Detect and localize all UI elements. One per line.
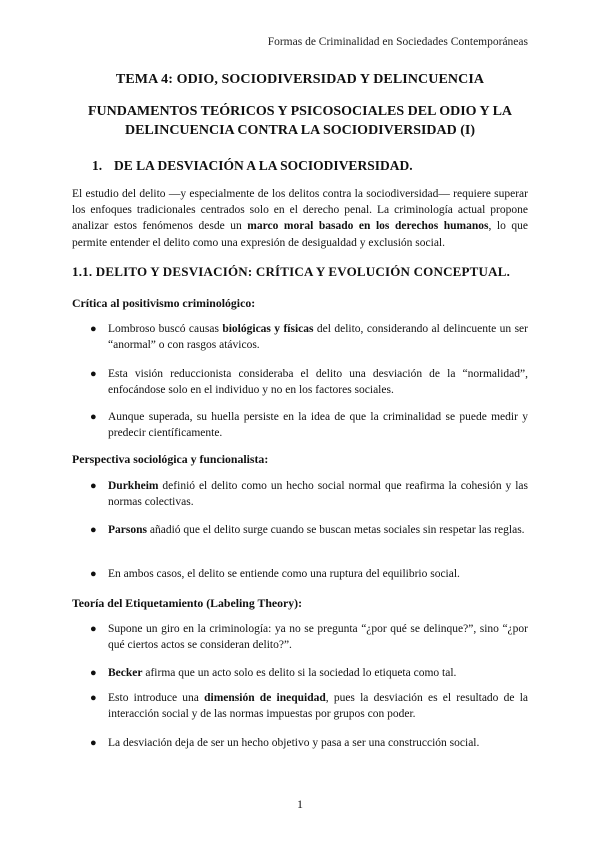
text-emphasis: Becker bbox=[108, 667, 143, 679]
bullet-icon: ● bbox=[90, 737, 97, 749]
text-run: Esto introduce una bbox=[108, 692, 205, 704]
text-run: , pues la desviación es el resultado de la interacción social y de las normas impuestas por grupos con poder. bbox=[108, 692, 528, 721]
list-item-text bbox=[108, 690, 528, 722]
subtitle-line-1: FUNDAMENTOS TEÓRICOS Y PSICOSOCIALES DEL ODIO Y LA bbox=[87, 104, 513, 119]
subheading-functionalism: Perspectiva sociológica y funcionalista: bbox=[72, 452, 269, 466]
bullet-icon: ● bbox=[90, 323, 97, 335]
bullet-icon: ● bbox=[90, 480, 97, 492]
document-subtitle bbox=[0, 102, 600, 140]
topic-title: TEMA 4: ODIO, SOCIODIVERSIDAD Y DELINCUENCIA bbox=[115, 72, 485, 87]
text-run: definió el delito como un hecho social normal que reafirma la cohesión y las normas colectivas. bbox=[108, 480, 528, 509]
intro-text-1: El estudio del delito —y especialmente de los delitos contra la sociodiversidad— requiere superar los enfoques tradicionales centrados solo en el derecho penal. La criminología actual propone analizar estos fenómenos desde un bbox=[72, 188, 528, 233]
subheading-labeling-theory: Teoría del Etiquetamiento (Labeling Theory): bbox=[72, 596, 303, 610]
list-item-text bbox=[108, 522, 528, 538]
bullet-icon: ● bbox=[90, 692, 97, 704]
list-item-text: Supone un giro en la criminología: ya no se pregunta “¿por qué se delinque?”, sino “¿por qué ciertos actos se consideran delito?”. bbox=[108, 623, 528, 652]
list-item-text bbox=[108, 321, 528, 353]
section-1-heading bbox=[92, 158, 413, 174]
bullet-icon: ● bbox=[90, 524, 97, 536]
text-run: añadió que el delito surge cuando se buscan metas sociales sin respetar las reglas. bbox=[146, 524, 525, 536]
subtitle-line-2: DELINCUENCIA CONTRA LA SOCIODIVERSIDAD (I) bbox=[124, 123, 476, 138]
list-item-text bbox=[108, 478, 528, 510]
section-1-heading-text: DE LA DESVIACIÓN A LA SOCIODIVERSIDAD. bbox=[114, 158, 413, 173]
text-run: del delito, considerando al delincuente un ser “anormal” o con rasgos atávicos. bbox=[108, 323, 528, 352]
bullet-icon: ● bbox=[90, 667, 97, 679]
bullet-icon: ● bbox=[90, 411, 97, 423]
subheading-positivism: Crítica al positivismo criminológico: bbox=[72, 296, 256, 310]
text-run: afirma que un acto solo es delito si la sociedad lo etiqueta como tal. bbox=[142, 667, 457, 679]
list-item-text: La desviación deja de ser un hecho objetivo y pasa a ser una construcción social. bbox=[108, 737, 480, 749]
section-1-1-heading: 1.1. DELITO Y DESVIACIÓN: CRÍTICA Y EVOLUCIÓN CONCEPTUAL. bbox=[72, 264, 511, 279]
list-item-text: Esta visión reduccionista consideraba el delito una desviación de la “normalidad”, enfocándose solo en el individuo y no en los factores sociales. bbox=[108, 368, 528, 397]
text-emphasis: Durkheim bbox=[108, 480, 159, 492]
text-emphasis: Parsons bbox=[108, 524, 147, 536]
bullet-icon: ● bbox=[90, 623, 97, 635]
bullet-icon: ● bbox=[90, 368, 97, 380]
running-header: Formas de Criminalidad en Sociedades Contemporáneas bbox=[267, 36, 528, 48]
intro-text-2: , lo que permite entender el delito como una expresión de desigualdad y exclusión social. bbox=[72, 220, 528, 249]
intro-paragraph bbox=[72, 186, 528, 251]
list-item-text bbox=[108, 665, 528, 681]
page-number: 1 bbox=[297, 797, 303, 811]
text-emphasis: dimensión de inequidad bbox=[204, 692, 326, 704]
list-item-text: En ambos casos, el delito se entiende como una ruptura del equilibrio social. bbox=[108, 568, 460, 580]
text-emphasis: biológicas y físicas bbox=[222, 323, 314, 335]
section-number: 1. bbox=[92, 158, 103, 173]
text-run: Lombroso buscó causas bbox=[108, 323, 223, 335]
intro-emphasis: marco moral basado en los derechos humanos bbox=[247, 220, 489, 233]
bullet-icon: ● bbox=[90, 568, 97, 580]
list-item-text: Aunque superada, su huella persiste en la idea de que la criminalidad se puede medir y predecir científicamente. bbox=[108, 411, 528, 440]
